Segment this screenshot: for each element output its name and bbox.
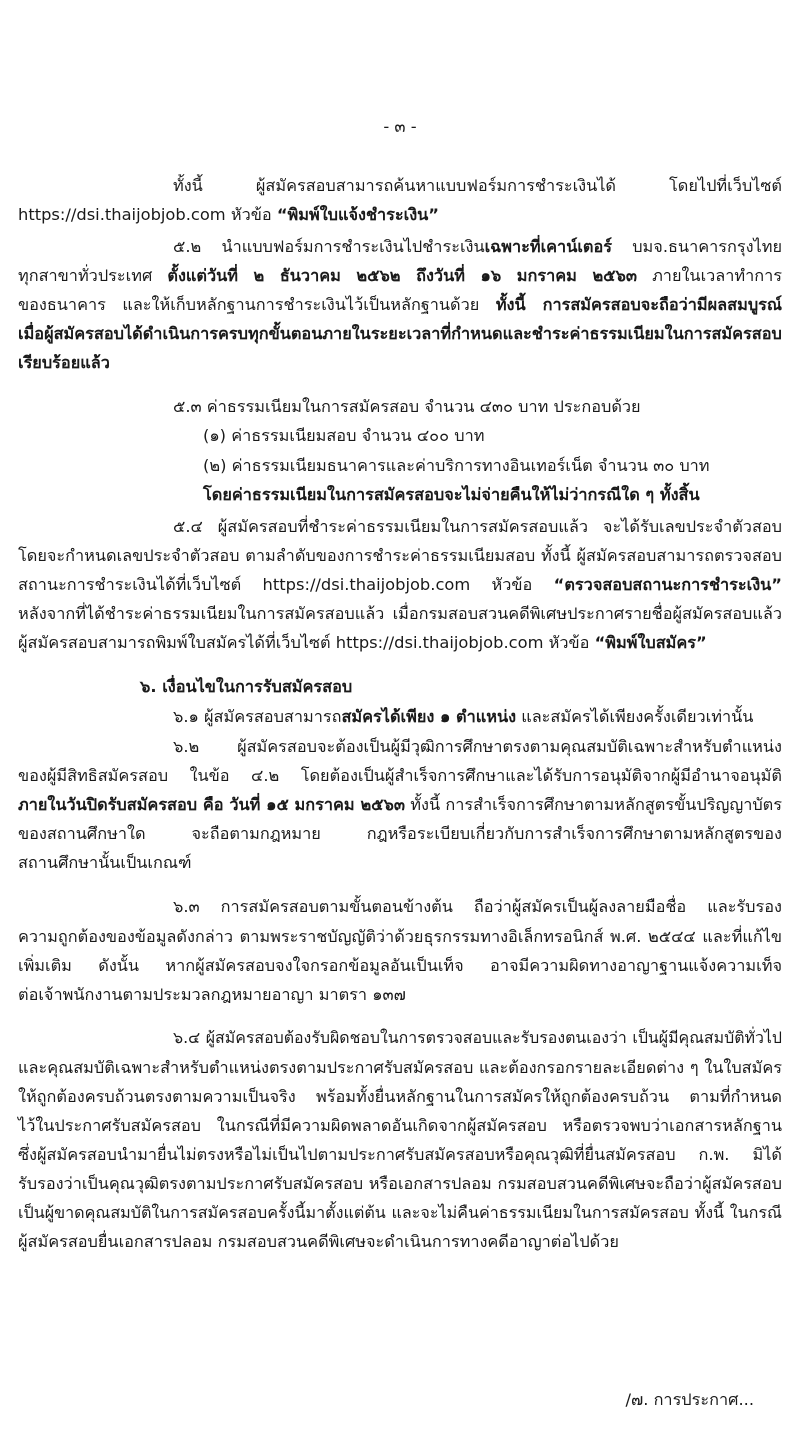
- text-segment: ซึ่งผู้สมัครสอบนำมายื่นไม่ตรงหรือไม่เป็นไปตามประกาศรับสมัครสอบหรือคุณวุฒิที่ยื่นสมัครสอบ ก.พ. มิได้: [18, 1145, 782, 1164]
- bold-text: โดยค่าธรรมเนียมในการสมัครสอบจะไม่จ่ายคืนให้ไม่ว่ากรณีใด ๆ ทั้งสิ้น: [203, 485, 700, 504]
- text-line: [18, 172, 782, 200]
- text-segment: ๖.๑ ผู้สมัครสอบสามารถ: [173, 707, 342, 726]
- text-segment: เพิ่มเติม ดังนั้น หากผู้สมัครสอบจงใจกรอกข้อมูลอันเป็นเท็จ อาจมีความผิดทางอาญาฐานแจ้งความเท็จ: [18, 956, 782, 975]
- text-segment: ของผู้มีสิทธิสมัครสอบ ในข้อ ๔.๒ โดยต้องเป็นผู้สำเร็จการศึกษาและได้รับการอนุมัติจากผู้มีอำนาจอนุมัติ: [18, 766, 782, 785]
- text-line: [18, 1141, 782, 1169]
- text-line: [18, 820, 782, 848]
- text-segment: ๖.๔ ผู้สมัครสอบต้องรับผิดชอบในการตรวจสอบและรับรองตนเองว่า เป็นผู้มีคุณสมบัติทั่วไป: [173, 1028, 782, 1047]
- text-line: [18, 703, 782, 731]
- bold-text: “พิมพ์ใบแจ้งชำระเงิน”: [276, 205, 440, 224]
- text-segment: ความถูกต้องของข้อมูลดังกล่าว ตามพระราชบัญญัติว่าด้วยธุรกรรมทางอิเล็กทรอนิกส์ พ.ศ. ๒๕๔๔ และที่แก้ไข: [18, 927, 782, 946]
- text-line: [18, 513, 782, 541]
- text-segment: ของธนาคาร และให้เก็บหลักฐานการชำระเงินไว้เป็นหลักฐานด้วย: [18, 295, 496, 314]
- text-segment: ผู้สมัครสอบสามารถพิมพ์ใบสมัครได้ที่เว็บไซต์ https://dsi.thaijobjob.com หัวข้อ: [18, 633, 595, 652]
- text-line: [18, 1228, 782, 1256]
- text-segment: ทั้งนี้ ผู้สมัครสอบสามารถค้นหาแบบฟอร์มการชำระเงินได้ โดยไปที่เว็บไซต์: [173, 176, 782, 195]
- bold-text: ตั้งแต่วันที่ ๒ ธันวาคม ๒๕๖๒ ถึงวันที่ ๑๖ มกราคม ๒๕๖๓: [167, 266, 637, 285]
- text-line: [18, 1054, 782, 1082]
- bold-text: ทั้งนี้ การสมัครสอบจะถือว่ามีผลสมบูรณ์: [495, 295, 783, 314]
- text-line: [18, 673, 782, 701]
- text-line: [18, 571, 782, 599]
- bold-text: “พิมพ์ใบสมัคร”: [594, 633, 707, 652]
- text-segment: ทั้งนี้ การสำเร็จการศึกษาตามหลักสูตรขั้นปริญญาบัตร: [404, 795, 782, 814]
- text-segment: ผู้สมัครสอบยื่นเอกสารปลอม กรมสอบสวนคดีพิเศษจะดำเนินการทางคดีอาญาต่อไปด้วย: [18, 1232, 619, 1251]
- bold-text: เมื่อผู้สมัครสอบได้ดำเนินการครบทุกขั้นตอนภายในระยะเวลาที่กำหนดและชำระค่าธรรมเนียมในการสมัครสอบ: [18, 324, 782, 343]
- text-line: [18, 762, 782, 790]
- text-line: [18, 233, 782, 261]
- text-segment: บมจ.ธนาคารกรุงไทย: [612, 237, 782, 256]
- text-line: [18, 791, 782, 819]
- bold-text: “ตรวจสอบสถานะการชำระเงิน”: [553, 575, 782, 594]
- text-line: [18, 981, 782, 1009]
- text-segment: ๕.๒ นำแบบฟอร์มการชำระเงินไปชำระเงิน: [173, 237, 485, 256]
- text-segment: ๕.๔ ผู้สมัครสอบที่ชำระค่าธรรมเนียมในการสมัครสอบแล้ว จะได้รับเลขประจำตัวสอบ: [173, 517, 782, 536]
- bold-text: ภายในวันปิดรับสมัครสอบ คือ วันที่ ๑๕ มกราคม ๒๕๖๓: [18, 795, 405, 814]
- text-segment: https://dsi.thaijobjob.com หัวข้อ: [18, 205, 277, 224]
- text-segment: ๕.๓ ค่าธรรมเนียมในการสมัครสอบ จำนวน ๔๓๐ บาท ประกอบด้วย: [173, 397, 641, 416]
- bold-text: เรียบร้อยแล้ว: [18, 353, 110, 372]
- text-line: [18, 923, 782, 951]
- text-line: [18, 849, 782, 877]
- text-line: [18, 893, 782, 921]
- bold-text: เฉพาะที่เคาน์เตอร์: [484, 237, 612, 256]
- text-line: [18, 629, 782, 657]
- page-number: - ๓ -: [383, 117, 417, 136]
- text-line: [18, 349, 782, 377]
- text-line: [18, 542, 782, 570]
- text-line: [18, 1170, 782, 1198]
- text-segment: ต่อเจ้าพนักงานตามประมวลกฎหมายอาญา มาตรา ๑๓๗: [18, 985, 406, 1004]
- text-segment: และสมัครได้เพียงครั้งเดียวเท่านั้น: [516, 707, 754, 726]
- text-segment: เป็นผู้ขาดคุณสมบัติในการสมัครสอบครั้งนี้มาตั้งแต่ต้น และจะไม่คืนค่าธรรมเนียมในการสมัครสอบ ทั้งนี้ ในกรณี: [18, 1203, 782, 1222]
- text-line: [18, 600, 782, 628]
- bold-text: สมัครได้เพียง ๑ ตำแหน่ง: [341, 707, 517, 726]
- text-line: [18, 452, 782, 480]
- text-line: [18, 291, 782, 319]
- text-segment: หลังจากที่ได้ชำระค่าธรรมเนียมในการสมัครสอบแล้ว เมื่อกรมสอบสวนคดีพิเศษประกาศรายชื่อผู้สมัครสอบแล้ว: [18, 604, 782, 623]
- text-segment: (๑) ค่าธรรมเนียมสอบ จำนวน ๔๐๐ บาท: [203, 426, 485, 445]
- text-segment: ไว้ในประกาศรับสมัครสอบ ในกรณีที่มีความผิดพลาดอันเกิดจากผู้สมัครสอบ หรือตรวจพบว่าเอกสารหลักฐาน: [18, 1116, 782, 1135]
- text-line: [18, 733, 782, 761]
- text-line: [18, 393, 782, 421]
- text-line: [18, 422, 782, 450]
- text-segment: รับรองว่าเป็นคุณวุฒิตรงตามประกาศรับสมัครสอบ หรือเอกสารปลอม กรมสอบสวนคดีพิเศษจะถือว่าผู้สมัครสอบ: [18, 1174, 782, 1193]
- text-segment: ทุกสาขาทั่วประเทศ: [18, 266, 168, 285]
- text-line: [18, 320, 782, 348]
- text-segment: โดยจะกำหนดเลขประจำตัวสอบ ตามลำดับของการชำระค่าธรรมเนียมสอบ ทั้งนี้ ผู้สมัครสอบสามารถตรวจสอบ: [18, 546, 782, 565]
- text-line: [18, 1083, 782, 1111]
- continuation-marker: /๗. การประกาศ...: [625, 1390, 754, 1409]
- text-segment: ๖.๓ การสมัครสอบตามขั้นตอนข้างต้น ถือว่าผู้สมัครเป็นผู้ลงลายมือชื่อ และรับรอง: [173, 897, 782, 916]
- text-segment: (๒) ค่าธรรมเนียมธนาคารและค่าบริการทางอินเทอร์เน็ต จำนวน ๓๐ บาท: [203, 456, 710, 475]
- text-segment: ของสถานศึกษาใด จะถือตามกฎหมาย กฎหรือระเบียบเกี่ยวกับการสำเร็จการศึกษาตามหลักสูตรของ: [18, 824, 782, 843]
- text-segment: ให้ถูกต้องครบถ้วนตรงตามความเป็นจริง พร้อมทั้งยื่นหลักฐานในการสมัครให้ถูกต้องครบถ้วน ตามที่กำหนด: [18, 1087, 782, 1106]
- text-segment: สถานศึกษานั้นเป็นเกณฑ์: [18, 853, 192, 872]
- text-segment: ๖.๒ ผู้สมัครสอบจะต้องเป็นผู้มีวุฒิการศึกษาตรงตามคุณสมบัติเฉพาะสำหรับตำแหน่ง: [173, 737, 782, 756]
- text-line: [18, 1024, 782, 1052]
- text-line: [18, 201, 782, 229]
- text-line: [18, 952, 782, 980]
- text-line: [18, 1112, 782, 1140]
- text-segment: และคุณสมบัติเฉพาะสำหรับตำแหน่งตรงตามประกาศรับสมัครสอบ และต้องกรอกรายละเอียดต่าง ๆ ในใบสมัคร: [18, 1058, 782, 1077]
- text-line: [18, 262, 782, 290]
- bold-text: ๖. เงื่อนไขในการรับสมัครสอบ: [140, 677, 353, 696]
- text-segment: ภายในเวลาทำการ: [636, 266, 783, 285]
- text-line: [18, 1199, 782, 1227]
- text-segment: สถานะการชำระเงินได้ที่เว็บไซต์ https://dsi.thaijobjob.com หัวข้อ: [18, 575, 554, 594]
- text-line: [18, 481, 782, 509]
